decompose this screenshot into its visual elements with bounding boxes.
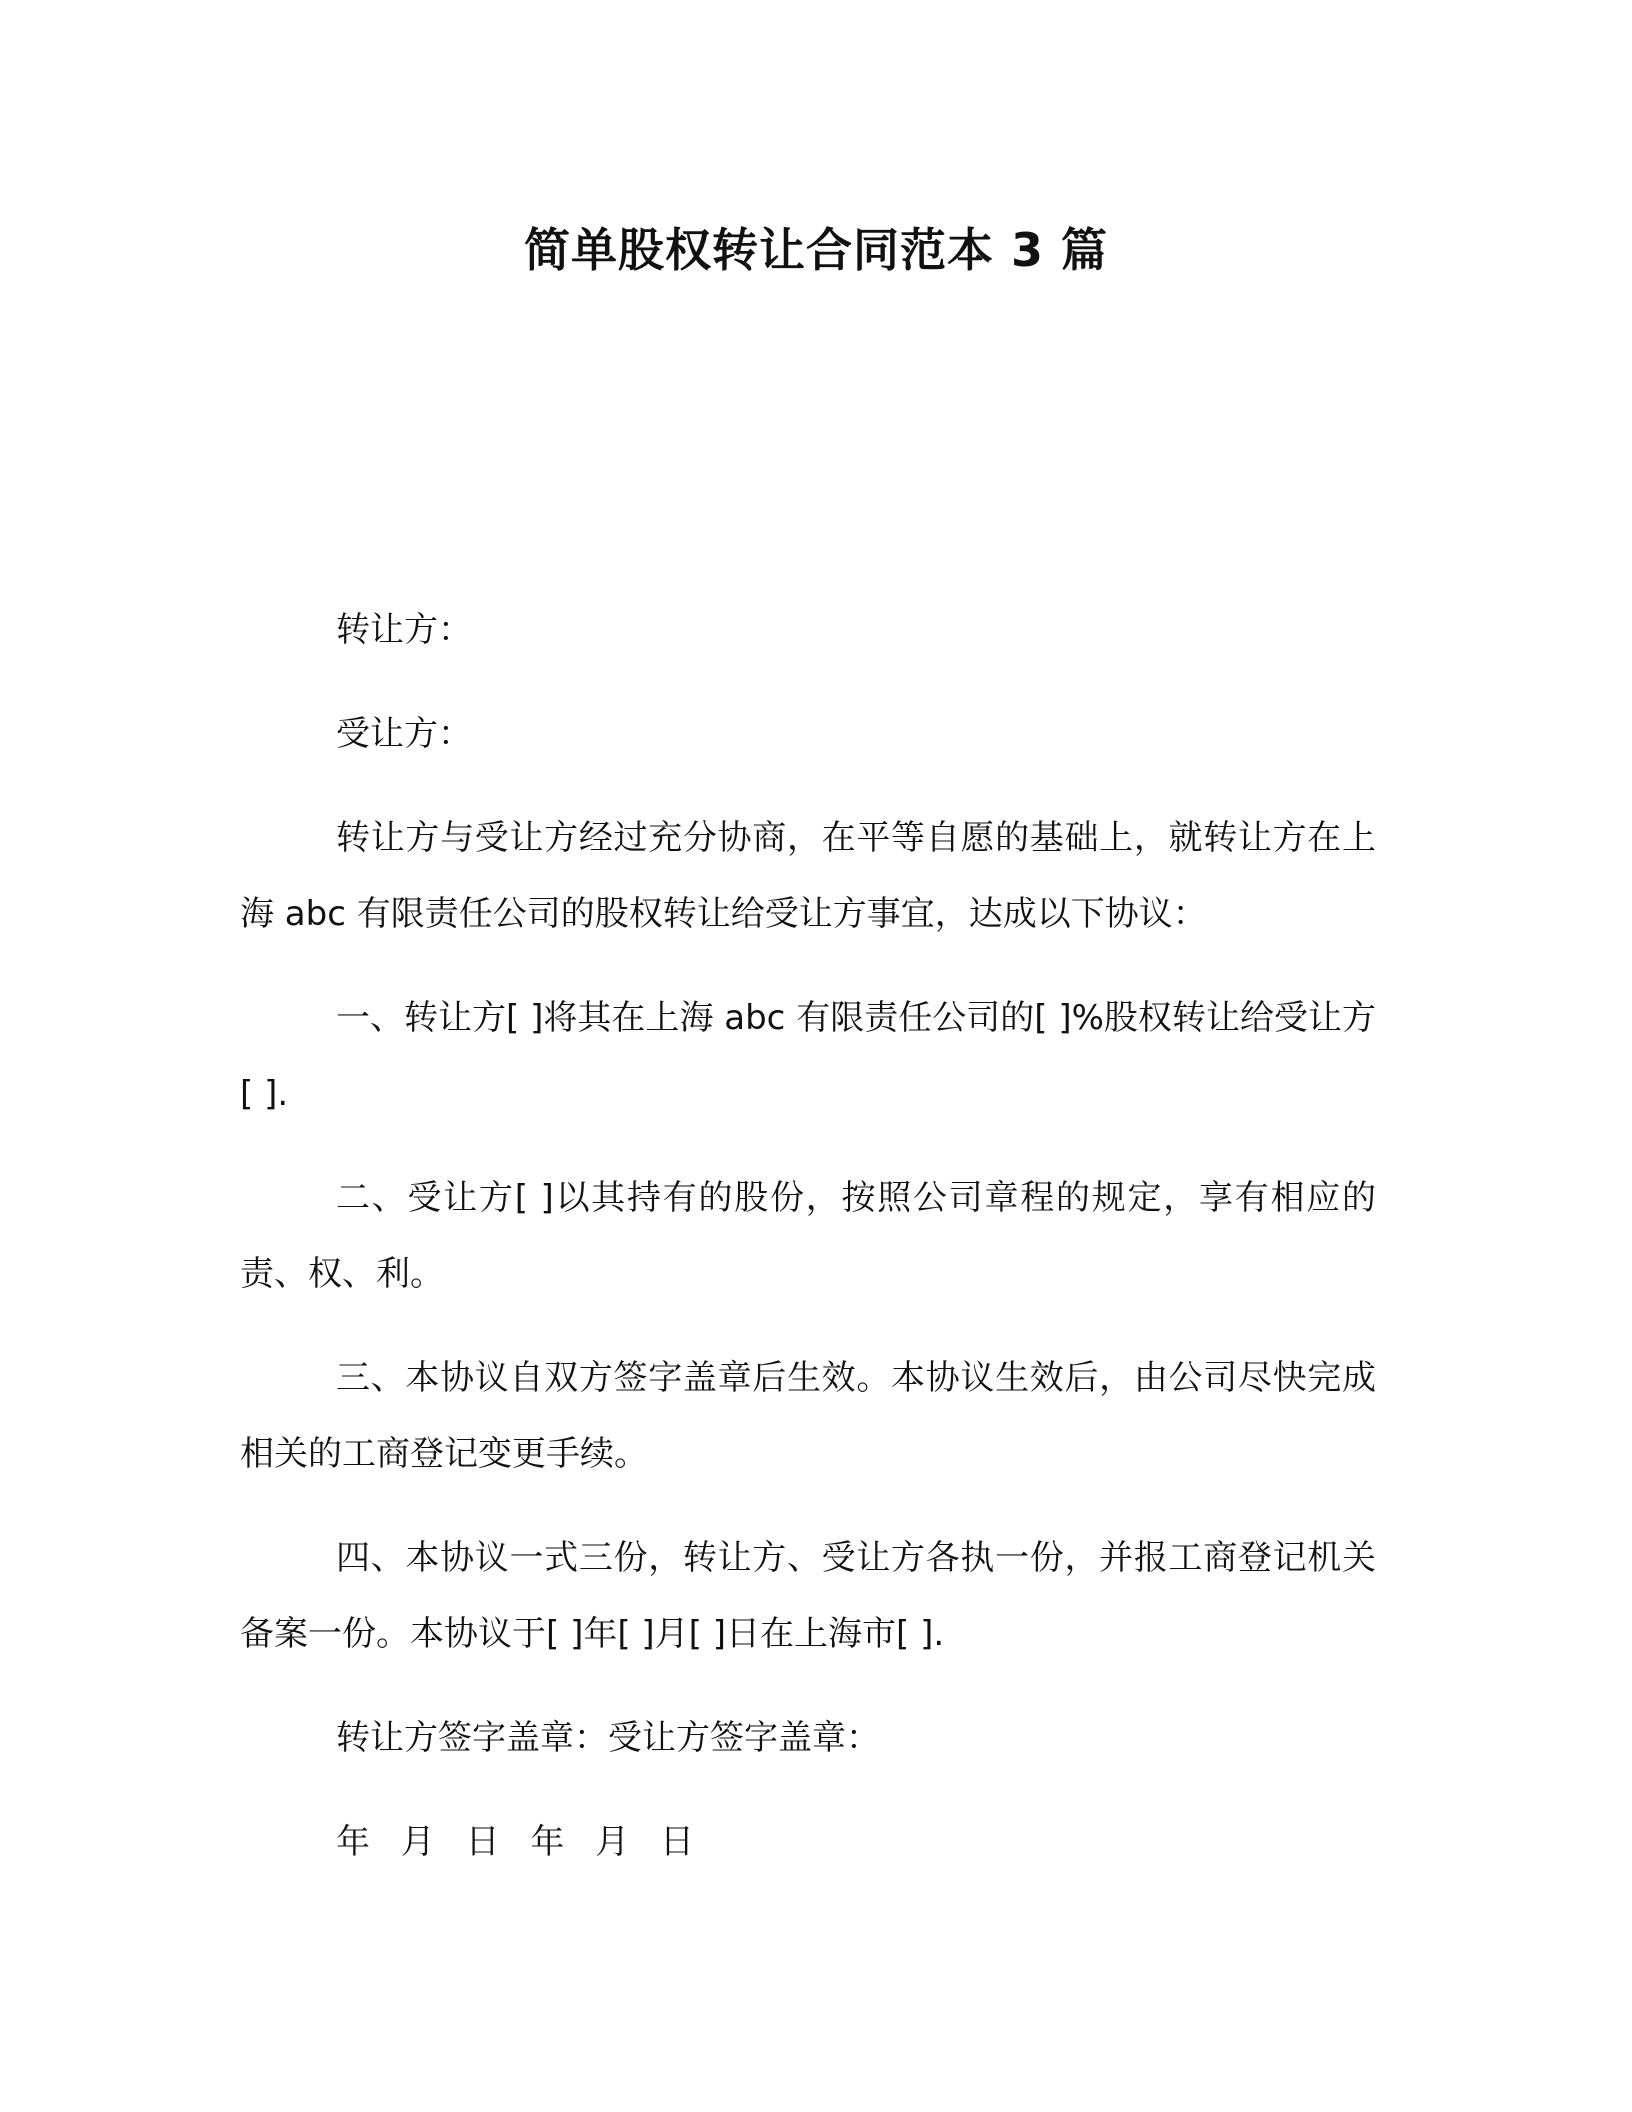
signature-line: 转让方签字盖章：受让方签字盖章： xyxy=(336,1718,880,1758)
date-line: 年 月 日 年 月 日 xyxy=(336,1822,705,1862)
clause-three-paragraph: 三、本协议自双方签字盖章后生效。本协议生效后，由公司尽快完成相关的工商登记变更手续。 xyxy=(240,1358,1376,1474)
clause-one-paragraph: 一、转让方[ ]将其在上海 abc 有限责任公司的[ ]%股权转让给受让方[ ]. xyxy=(240,998,1376,1114)
clause-four-paragraph: 四、本协议一式三份，转让方、受让方各执一份，并报工商登记机关备案一份。本协议于[ ]年[ ]月[ ]日在上海市[ ]. xyxy=(240,1538,1376,1654)
agreement-intro-paragraph: 转让方与受让方经过充分协商，在平等自愿的基础上，就转让方在上海 abc 有限责任公司的股权转让给受让方事宜，达成以下协议： xyxy=(240,818,1376,934)
document-body xyxy=(240,592,1376,1908)
document-title: 简单股权转让合同范本 3 篇 xyxy=(523,223,1109,277)
transferor-label: 转让方： xyxy=(336,610,472,650)
transferee-label: 受让方： xyxy=(336,714,472,754)
clause-two-paragraph: 二、受让方[ ]以其持有的股份，按照公司章程的规定，享有相应的责、权、利。 xyxy=(240,1178,1376,1294)
